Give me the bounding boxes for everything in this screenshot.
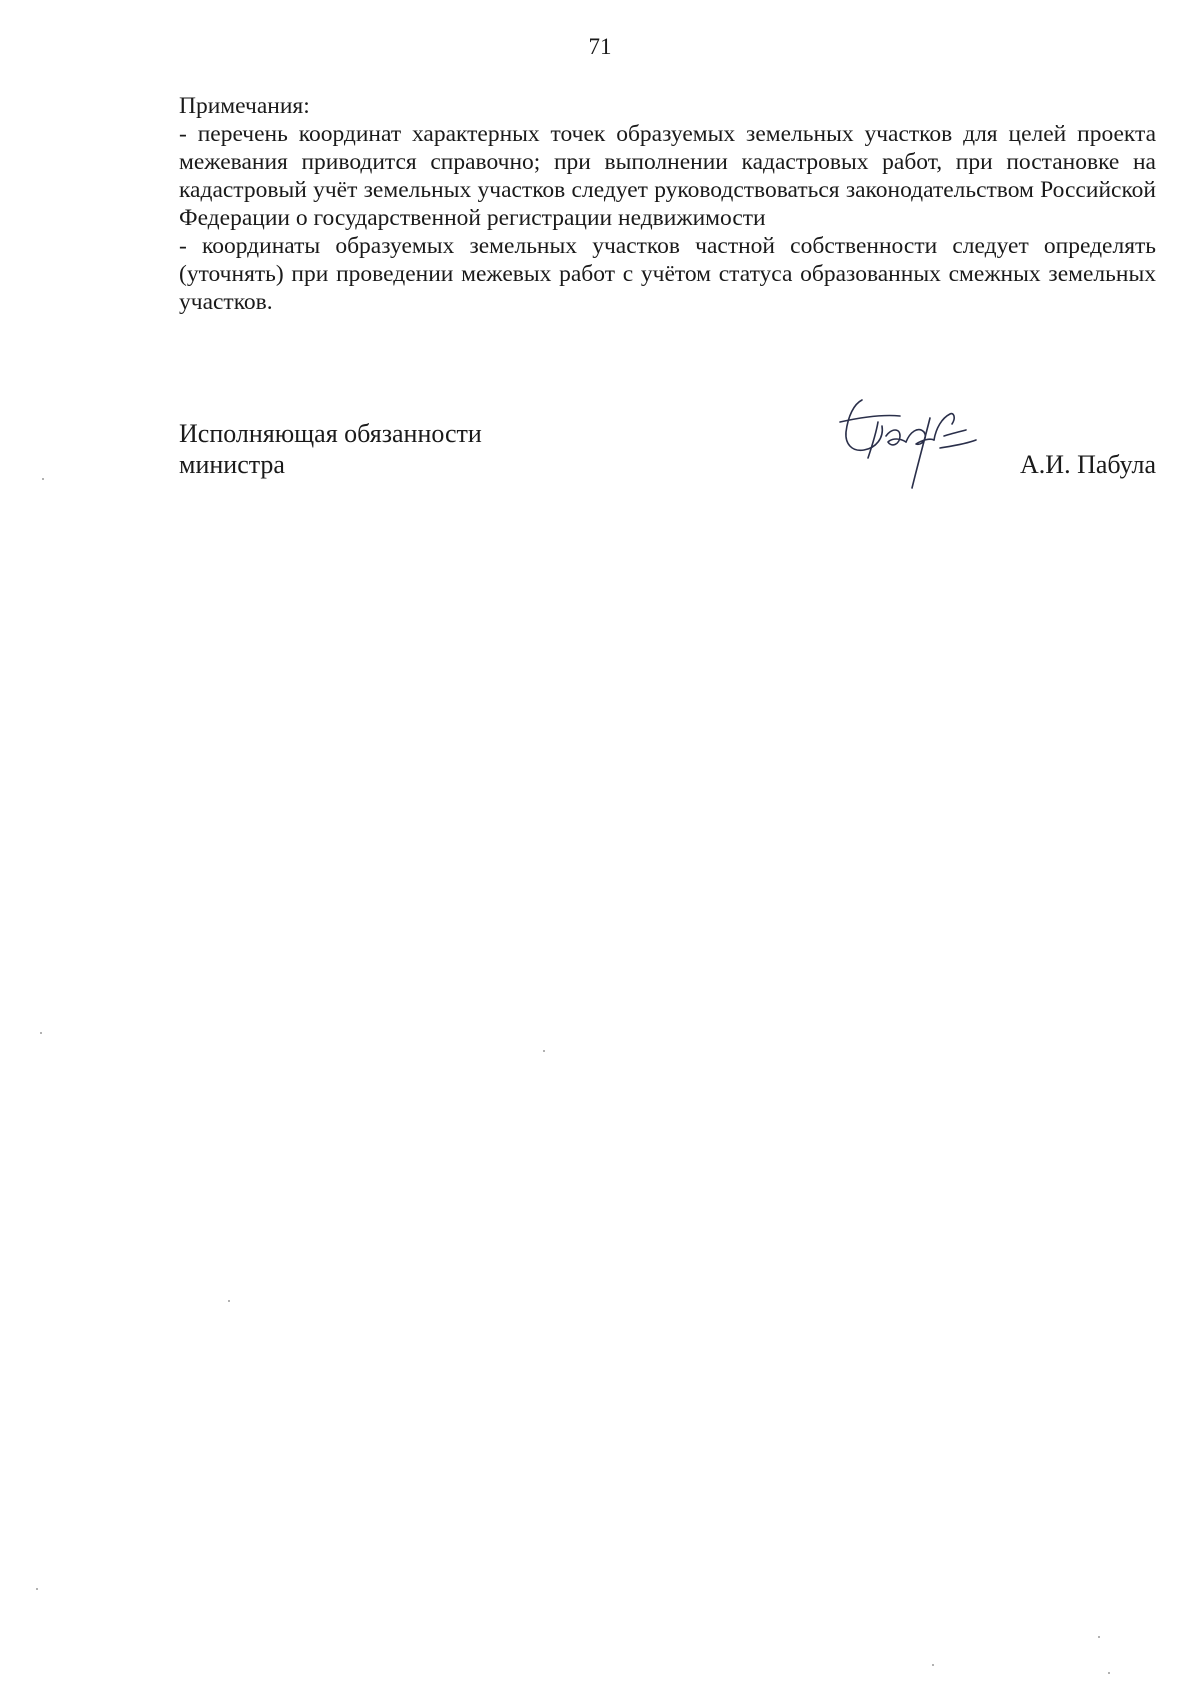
note-item-1: - перечень координат характерных точек образуемых земельных участков для целей проекта межевания приводится справочно; при выполнении кадастровых работ, при постановке на кадастровый учёт земельных участков следует руководствоваться законодательством Российской Федерации о государственной регистрации недвижимости: [179, 121, 1156, 231]
scan-speck: [36, 1588, 38, 1590]
notes-heading: Примечания:: [179, 93, 310, 119]
scan-speck: [1098, 1636, 1100, 1638]
scan-speck: [40, 1032, 42, 1034]
signer-name: А.И. Пабула: [1020, 450, 1156, 479]
page-number: 71: [588, 34, 612, 59]
scan-speck: [932, 1664, 934, 1666]
note-item-2: - координаты образуемых земельных участков частной собственности следует определять (уточнять) при проведении межевых работ с учётом статуса образованных смежных земельных участков.: [179, 233, 1156, 315]
signature-block: [179, 418, 1156, 498]
scan-speck: [42, 478, 44, 480]
handwritten-signature: [834, 392, 984, 502]
scan-speck: [543, 1050, 545, 1052]
scan-speck: [228, 1300, 230, 1302]
notes-section: [179, 92, 1156, 316]
scan-speck: [1108, 1672, 1110, 1674]
signer-position-line-2: министра: [179, 450, 285, 479]
signer-position: [179, 418, 482, 480]
signer-position-line-1: Исполняющая обязанности: [179, 419, 482, 448]
